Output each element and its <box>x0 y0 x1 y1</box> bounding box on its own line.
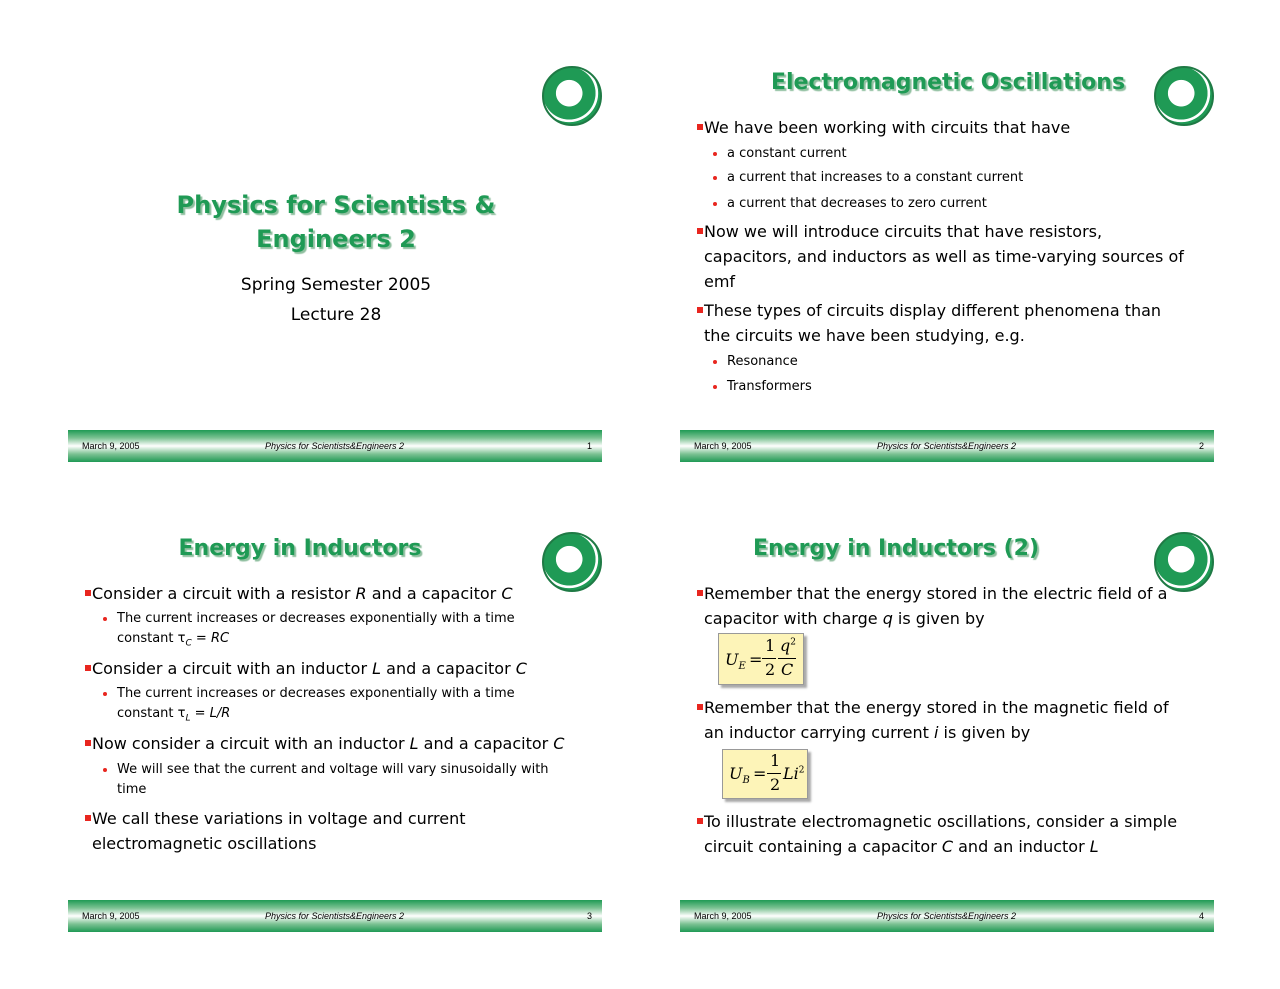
dot-bullet-icon <box>103 692 107 696</box>
footer-date: March 9, 2005 <box>694 911 752 921</box>
inductor-energy-formula: $U_B$ = 1 2 Li$^2$ <box>722 749 808 799</box>
dot-bullet-icon <box>713 360 717 364</box>
square-bullet-icon <box>697 307 703 313</box>
dot-bullet-icon <box>713 385 717 389</box>
sub-bullet: The current increases or decreases exponentially with a time constant $\tau_C$ = RC <box>117 609 515 654</box>
slide-4 <box>668 470 1228 935</box>
slide-title: Energy in Inductors (2) <box>752 536 1040 561</box>
sub-bullet: Transformers <box>727 377 812 397</box>
dot-bullet-icon <box>713 202 717 206</box>
square-bullet-icon <box>697 818 703 824</box>
slide-1 <box>56 0 616 465</box>
sub-bullet: a current that increases to a constant current <box>727 168 1023 188</box>
title-line-2: Engineers 2 <box>256 225 416 253</box>
footer-course: Physics for Scientists&Engineers 2 <box>265 441 405 451</box>
bullet: Remember that the energy stored in the magnetic field of an inductor carrying current i is given by <box>704 695 1169 745</box>
square-bullet-icon <box>697 590 703 596</box>
bullet: These types of circuits display different phenomena than the circuits we have been studying, e.g. <box>704 298 1161 348</box>
square-bullet-icon <box>85 665 91 671</box>
sub-bullet: a constant current <box>727 144 847 164</box>
footer-course: Physics for Scientists&Engineers 2 <box>877 911 1017 921</box>
slide-3 <box>56 470 616 935</box>
square-bullet-icon <box>697 124 703 130</box>
square-bullet-icon <box>697 704 703 710</box>
title-line-1: Physics for Scientists & <box>176 191 496 219</box>
footer-course: Physics for Scientists&Engineers 2 <box>877 441 1017 451</box>
lecture-text: Lecture 28 <box>290 305 382 325</box>
slide-title: Energy in Inductors <box>178 536 422 561</box>
bullet: Now consider a circuit with an inductor L and a capacitor C <box>92 731 564 756</box>
dot-bullet-icon <box>713 176 717 180</box>
footer-date: March 9, 2005 <box>694 441 752 451</box>
sub-bullet: a current that decreases to zero current <box>727 194 987 214</box>
department-logo <box>542 66 602 126</box>
footer-page-number: 1 <box>586 441 592 451</box>
slide-footer <box>680 430 1214 462</box>
slide-footer <box>680 900 1214 932</box>
bullet: Consider a circuit with a resistor R and a capacitor C <box>92 581 512 606</box>
bullet: Consider a circuit with an inductor L and a capacitor C <box>92 656 527 681</box>
sub-bullet: Resonance <box>727 352 798 372</box>
capacitor-energy-formula: $U_E$ = 1 2 $q^2$ C <box>718 633 804 685</box>
footer-page-number: 2 <box>1198 441 1204 451</box>
square-bullet-icon <box>85 815 91 821</box>
slide-2 <box>668 0 1228 465</box>
bullet: Now we will introduce circuits that have resistors, capacitors, and inductors as well as time-varying sources of emf <box>704 219 1184 294</box>
department-logo <box>1154 66 1214 126</box>
square-bullet-icon <box>85 740 91 746</box>
department-logo <box>542 532 602 592</box>
slide-title: Electromagnetic Oscillations <box>770 70 1126 95</box>
bullet: We call these variations in voltage and current electromagnetic oscillations <box>92 806 466 856</box>
bullet: We have been working with circuits that have <box>704 115 1070 140</box>
slide-footer <box>68 430 602 462</box>
bullet: Remember that the energy stored in the electric field of a capacitor with charge q is given by <box>704 581 1167 631</box>
sub-bullet: The current increases or decreases exponentially with a time constant $\tau_L = L/R$ <box>117 684 515 729</box>
footer-date: March 9, 2005 <box>82 911 140 921</box>
footer-page-number: 4 <box>1198 911 1204 921</box>
square-bullet-icon <box>697 228 703 234</box>
footer-course: Physics for Scientists&Engineers 2 <box>265 911 405 921</box>
footer-page-number: 3 <box>586 911 592 921</box>
dot-bullet-icon <box>103 768 107 772</box>
slide-title <box>56 188 616 256</box>
semester-text: Spring Semester 2005 <box>240 275 432 295</box>
dot-bullet-icon <box>713 152 717 156</box>
footer-date: March 9, 2005 <box>82 441 140 451</box>
square-bullet-icon <box>85 590 91 596</box>
bullet: To illustrate electromagnetic oscillations, consider a simple circuit containing a capacitor C and an inductor L <box>704 809 1177 859</box>
slide-footer <box>68 900 602 932</box>
dot-bullet-icon <box>103 617 107 621</box>
sub-bullet: We will see that the current and voltage will vary sinusoidally with time <box>117 760 549 800</box>
